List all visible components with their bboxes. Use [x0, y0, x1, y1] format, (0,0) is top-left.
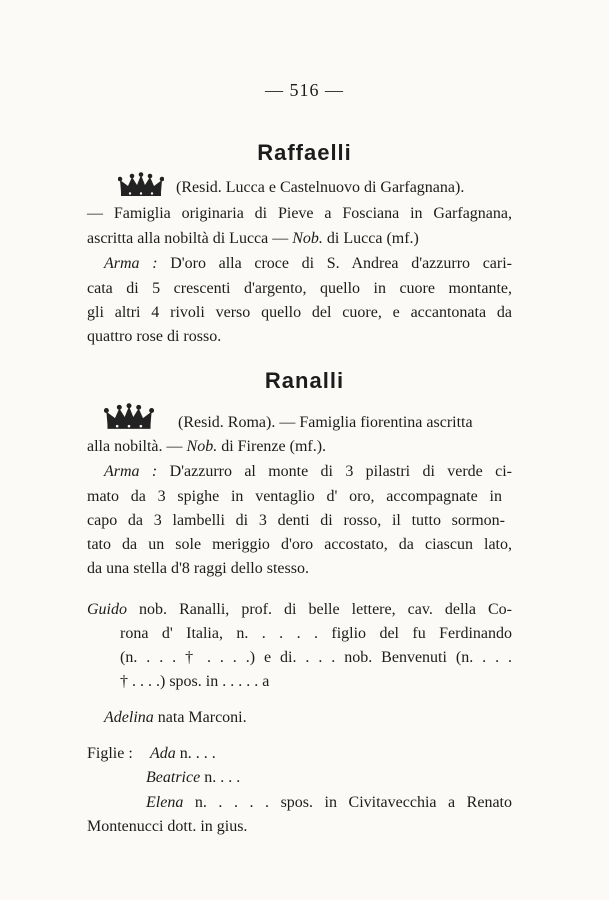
ranalli-line-4: mato da 3 spighe in ventaglio d' oro, accompagnate in	[87, 488, 502, 505]
ranalli-line-6: tato da un sole meriggio d'oro accostato, da ciascun lato,	[87, 536, 512, 553]
raffaelli-line-5: cata di 5 crescenti d'argento, quello in cuore montante,	[87, 280, 512, 297]
section-title-raffaelli: Raffaelli	[257, 140, 352, 165]
raffaelli-line-3: ascritta alla nobiltà di Lucca — Nob. di Lucca (mf.)	[87, 230, 419, 247]
raffaelli-line-7: quattro rose di rosso.	[87, 328, 222, 345]
guido-line-3: (n. . . . † . . . .) e di. . . . nob. Benvenuti (n. . . .	[120, 649, 512, 666]
raffaelli-line-4: Arma : D'oro alla croce di S. Andrea d'azzurro cari-	[104, 255, 512, 272]
guido-line-1: Guido nob. Ranalli, prof. di belle lettere, cav. della Co-	[87, 601, 512, 618]
raffaelli-line-6: gli altri 4 rivoli verso quello del cuore, e accantonata da	[87, 304, 512, 321]
figlie-label: Figlie :	[87, 745, 133, 762]
ranalli-line-7: da una stella d'8 raggi dello stesso.	[87, 560, 309, 577]
ranalli-line-3: Arma : D'azzurro al monte di 3 pilastri di verde ci-	[104, 463, 512, 480]
ranalli-line-2: alla nobiltà. — Nob. di Firenze (mf.).	[87, 438, 327, 455]
guido-line-4: † . . . .) spos. in . . . . . a	[120, 673, 270, 690]
guido-line-2: rona d' Italia, n. . . . . figlio del fu Ferdinando	[120, 625, 512, 642]
page-number: — 516 —	[265, 80, 344, 100]
raffaelli-line-2: — Famiglia originaria di Pieve a Fosciana in Garfagnana,	[87, 205, 512, 222]
raffaelli-line-1: (Resid. Lucca e Castelnuovo di Garfagnana).	[176, 179, 465, 196]
montenucci-line: Montenucci dott. in gius.	[87, 818, 248, 835]
ranalli-line-1: (Resid. Roma). — Famiglia fiorentina ascritta	[178, 414, 473, 431]
ranalli-line-5: capo da 3 lambelli di 3 denti di rosso, il tutto sormon-	[87, 512, 505, 529]
daughter-ada: Ada n. . . .	[150, 745, 216, 762]
noble-crown-icon	[118, 172, 164, 198]
daughter-elena: Elena n. . . . . spos. in Civitavecchia a Renato	[146, 794, 512, 811]
adelina-line: Adelina nata Marconi.	[104, 709, 247, 726]
section-title-ranalli: Ranalli	[264, 368, 345, 393]
noble-crown-icon	[104, 403, 154, 431]
daughter-beatrice: Beatrice n. . . .	[146, 769, 241, 786]
